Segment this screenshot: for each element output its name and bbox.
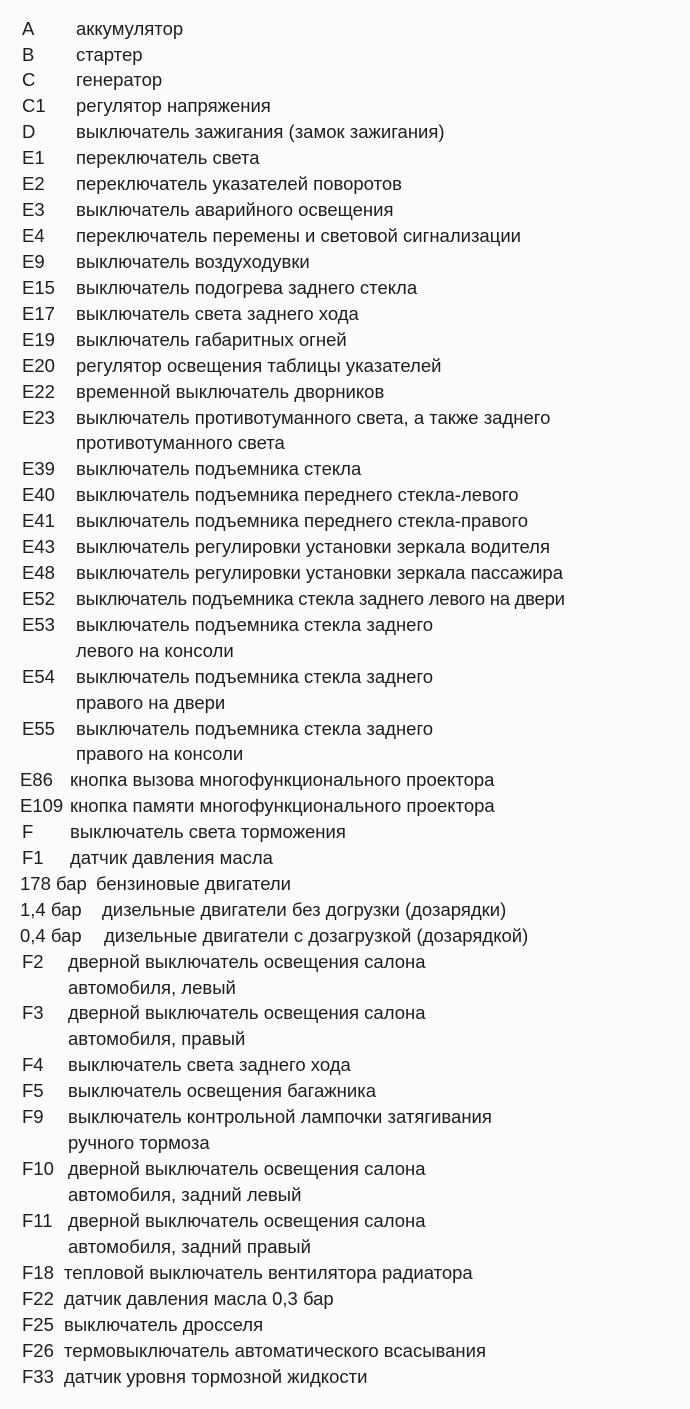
entry-text: выключатель подъемника стекла заднего [76,718,434,739]
entry-code: F4 [22,1054,44,1075]
entry-code: E19 [22,329,55,350]
entry-text: аккумулятор [76,18,184,39]
entry-text: выключатель воздуходувки [76,251,310,272]
entry-text: выключатель подъемника стекла [76,458,362,479]
entry-code: B [22,44,35,65]
legend-entry-f3-continuation [0,1026,690,1052]
entry-code: F10 [22,1158,54,1179]
entry-text: выключатель света заднего хода [76,303,359,324]
entry-text: регулятор освещения таблицы указателей [76,355,442,376]
legend-entry-f [0,819,690,845]
legend-entry-e53-continuation [0,638,690,664]
entry-code: F11 [22,1210,53,1231]
entry-code: E109 [20,795,64,816]
entry-text: дизельные двигатели с дозагрузкой (дозарядкой) [104,925,529,946]
entry-code: F25 [22,1314,54,1335]
legend-entry-f3 [0,1000,690,1026]
entry-code: E41 [22,510,55,531]
legend-entry-0-4-bar [0,923,690,949]
entry-code: F3 [22,1002,44,1023]
entry-code: E15 [22,277,55,298]
legend-entry-f26 [0,1338,690,1364]
entry-text: временной выключатель дворников [76,381,385,402]
pressure-value: 0,4 бар [20,925,82,946]
entry-text: выключатель регулировки установки зеркала водителя [76,536,550,557]
legend-entry-e23-continuation [0,430,690,456]
entry-code: E53 [22,614,55,635]
legend-entry-f10 [0,1156,690,1182]
entry-text: выключатель света торможения [70,821,346,842]
legend-entry-f5 [0,1078,690,1104]
legend-entry-e40 [0,482,690,508]
entry-code: E86 [20,769,53,790]
entry-code: F9 [22,1106,44,1127]
legend-entry-e55-continuation [0,741,690,767]
entry-code: C [22,69,36,90]
legend-entry-e48 [0,560,690,586]
entry-code: F1 [22,847,44,868]
entry-text: выключатель зажигания (замок зажигания) [76,121,445,142]
entry-text: стартер [76,44,143,65]
entry-text-continuation: автомобиля, правый [68,1028,246,1049]
entry-text: выключатель противотуманного света, а также заднего [76,407,551,428]
entry-code: E2 [22,173,45,194]
legend-entry-e4 [0,223,690,249]
legend-entry-f4 [0,1052,690,1078]
legend-entry-f2-continuation [0,975,690,1001]
legend-entry-f33 [0,1364,690,1390]
entry-text-continuation: ручного тормоза [68,1132,210,1153]
entry-text: выключатель освещения багажника [68,1080,376,1101]
legend-entry-178-bar [0,871,690,897]
entry-text: выключатель подъемника переднего стекла-правого [76,510,529,531]
entry-code: E54 [22,666,55,687]
legend-entry-f2 [0,949,690,975]
entry-code: F33 [22,1366,54,1387]
entry-text: датчик уровня тормозной жидкости [64,1366,368,1387]
entry-code: E39 [22,458,55,479]
entry-text: генератор [76,69,163,90]
entry-code: F26 [22,1340,54,1361]
legend-entry-e53 [0,612,690,638]
legend-entry-c [0,67,690,93]
legend-entry-e19 [0,327,690,353]
entry-code: F18 [22,1262,54,1283]
legend-entry-f10-continuation [0,1182,690,1208]
entry-code: E55 [22,718,55,739]
legend-entry-e55 [0,716,690,742]
legend-entry-e41 [0,508,690,534]
entry-text: дверной выключатель освещения салона [68,1158,426,1179]
entry-text: переключатель перемены и световой сигнализации [76,225,521,246]
legend-entry-f9 [0,1104,690,1130]
legend-entry-f18 [0,1260,690,1286]
legend-entry-1-4-bar [0,897,690,923]
entry-text: выключатель подъемника стекла заднего левого на двери [76,588,565,609]
entry-text: тепловой выключатель вентилятора радиатора [64,1262,473,1283]
legend-entry-e1 [0,145,690,171]
entry-text: переключатель указателей поворотов [76,173,402,194]
legend-entry-a [0,16,690,42]
entry-text: выключатель аварийного освещения [76,199,394,220]
entry-text-continuation: автомобиля, левый [68,977,236,998]
entry-code: E1 [22,147,45,168]
entry-code: E3 [22,199,45,220]
legend-entry-e17 [0,301,690,327]
legend-entry-b [0,42,690,68]
entry-code: C1 [22,95,46,116]
legend-entry-e109 [0,793,690,819]
legend-entry-e22 [0,379,690,405]
entry-code: E4 [22,225,45,246]
entry-text: выключатель подъемника переднего стекла-левого [76,484,519,505]
legend-entry-c1 [0,93,690,119]
entry-code: E23 [22,407,55,428]
entry-text: выключатель регулировки установки зеркала пассажира [76,562,563,583]
entry-text: термовыключатель автоматического всасывания [64,1340,486,1361]
legend-entry-e39 [0,456,690,482]
entry-text: бензиновые двигатели [96,873,292,894]
legend-entry-e3 [0,197,690,223]
legend-entry-f22 [0,1286,690,1312]
entry-code: E40 [22,484,55,505]
entry-code: E48 [22,562,55,583]
legend-entry-f25 [0,1312,690,1338]
entry-text: переключатель света [76,147,260,168]
entry-text-continuation: противотуманного света [76,432,285,453]
legend-entry-f1 [0,845,690,871]
entry-text: выключатель света заднего хода [68,1054,351,1075]
legend-entry-e9 [0,249,690,275]
entry-text: выключатель дросселя [64,1314,264,1335]
entry-text: выключатель подогрева заднего стекла [76,277,418,298]
entry-code: E17 [22,303,55,324]
entry-code: E9 [22,251,45,272]
legend-entry-e54-continuation [0,690,690,716]
entry-text: дверной выключатель освещения салона [68,1002,426,1023]
legend-entry-e23 [0,405,690,431]
entry-text-continuation: автомобиля, задний левый [68,1184,302,1205]
entry-code: F5 [22,1080,44,1101]
entry-text-continuation: левого на консоли [76,640,234,661]
legend-entry-e43 [0,534,690,560]
legend-entry-e15 [0,275,690,301]
entry-text: выключатель подъемника стекла заднего [76,614,434,635]
entry-code: A [22,18,35,39]
legend-entry-e52 [0,586,690,612]
legend-entry-e86 [0,767,690,793]
entry-text: дверной выключатель освещения салона [68,951,426,972]
entry-code: D [22,121,36,142]
legend-entry-e20 [0,353,690,379]
legend-entry-d [0,119,690,145]
entry-text: кнопка памяти многофункционального проектора [70,795,495,816]
pressure-value: 1,4 бар [20,899,82,920]
entry-code: F2 [22,951,44,972]
entry-text: выключатель габаритных огней [76,329,347,350]
legend-entry-f9-continuation [0,1130,690,1156]
entry-text-continuation: автомобиля, задний правый [68,1236,311,1257]
entry-text: дверной выключатель освещения салона [68,1210,426,1231]
entry-text: дизельные двигатели без догрузки (дозарядки) [102,899,507,920]
entry-code: E52 [22,588,55,609]
entry-text: кнопка вызова многофункционального проектора [70,769,495,790]
legend-entry-e54 [0,664,690,690]
entry-text: выключатель контрольной лампочки затягивания [68,1106,492,1127]
entry-text: датчик давления масла [70,847,273,868]
entry-text: выключатель подъемника стекла заднего [76,666,434,687]
legend-entry-e2 [0,171,690,197]
entry-text-continuation: правого на консоли [76,743,244,764]
entry-code: F22 [22,1288,54,1309]
legend-entry-f11-continuation [0,1234,690,1260]
entry-text-continuation: правого на двери [76,692,226,713]
entry-text: регулятор напряжения [76,95,271,116]
entry-code: E22 [22,381,55,402]
legend-entry-f11 [0,1208,690,1234]
entry-code: F [22,821,34,842]
entry-code: E43 [22,536,55,557]
entry-code: E20 [22,355,55,376]
entry-text: датчик давления масла 0,3 бар [64,1288,334,1309]
pressure-value: 178 бар [20,873,87,894]
